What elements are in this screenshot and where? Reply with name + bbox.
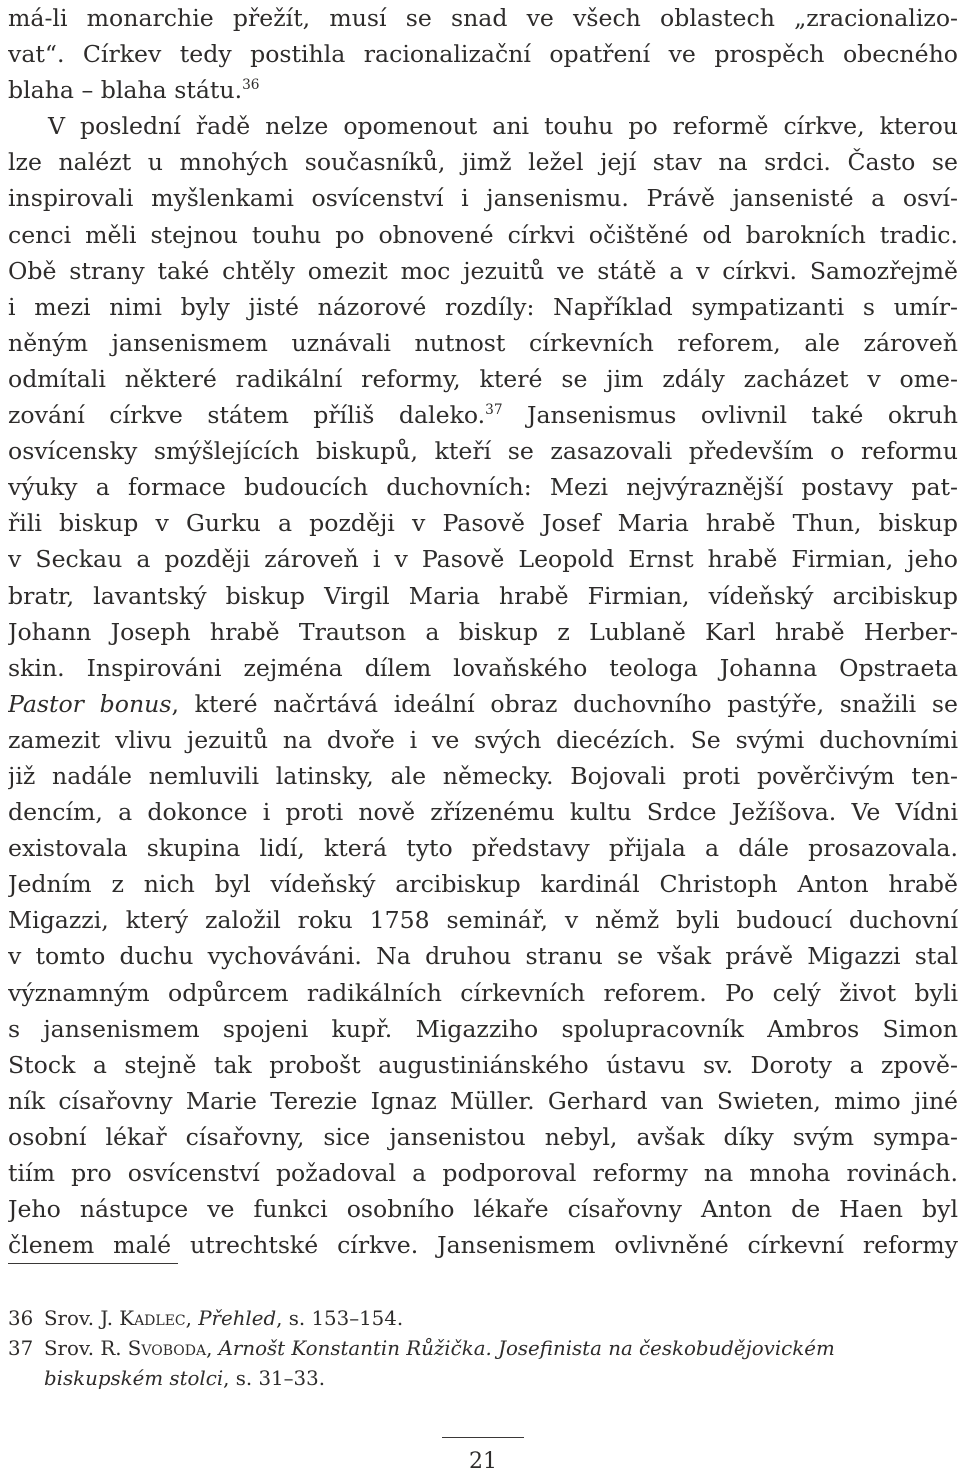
text-line xyxy=(8,1119,958,1155)
text-line xyxy=(8,614,958,650)
line-text: Migazzi, který založil roku 1758 seminář, v němž byli budoucí duchovní xyxy=(8,906,958,935)
text-line xyxy=(8,505,958,541)
line-text: osvícensky smýšlejících biskupů, kteří se zasazovali především o reformu xyxy=(8,437,958,466)
line-text: ník císařovny Marie Terezie Ignaz Müller. Gerhard van Swieten, mimo jiné xyxy=(8,1086,958,1115)
line-text: odmítali některé radikální reformy, které se jim zdály zacházet v ome- xyxy=(8,364,958,393)
text-line xyxy=(8,686,958,722)
line-text: členem malé utrechtské církve. Jansenismem ovlivněné církevní reformy xyxy=(8,1231,958,1260)
text-line xyxy=(8,758,958,794)
line-text: tiím pro osvícenství požadoval a podporoval reformy na mnoha rovinách. xyxy=(8,1159,958,1187)
footnote-separator xyxy=(8,1263,178,1264)
line-text: Jedním z nich byl vídeňský arcibiskup kardinál Christoph Anton hrabě xyxy=(8,870,958,899)
text-line xyxy=(8,180,958,216)
line-text: i mezi nimi byly jisté názorové rozdíly: Například sympatizanti s umír- xyxy=(8,292,958,321)
text-line xyxy=(8,325,958,361)
footnotes xyxy=(8,1304,958,1394)
line-text: lze nalézt u mnohých současníků, jimž ležel její stav na srdci. Často se xyxy=(8,148,958,177)
line-text: blaha – blaha státu. xyxy=(8,76,243,105)
page-number-rule xyxy=(442,1437,524,1438)
line-text: existovala skupina lidí, která tyto představy přijala a dále prosazovala. xyxy=(8,834,958,863)
text-line xyxy=(8,938,958,974)
line-text: již nadále nemluvili latinsky, ale německy. Bojovali proti pověrčivým ten- xyxy=(8,761,958,790)
text-line xyxy=(8,144,958,180)
text-line xyxy=(8,433,958,469)
line-text: v tomto duchu vychováváni. Na druhou stranu se však právě Migazzi stal xyxy=(8,942,958,971)
text-line xyxy=(8,0,958,36)
page-number: 21 xyxy=(469,1449,497,1474)
line-text-continued: Jansenismus ovlivnil také okruh xyxy=(502,401,958,430)
line-text: něným jansenismem uznávali nutnost církevních reforem, ale zároveň xyxy=(8,328,958,357)
text-line xyxy=(8,902,958,938)
italic-title: Pastor bonus xyxy=(8,689,172,718)
footnote-reference: 37 xyxy=(485,402,503,419)
line-text: s jansenismem spojeni kupř. Migazziho spolupracovník Ambros Simon xyxy=(8,1014,958,1043)
line-text: bratr, lavantský biskup Virgil Maria hrabě Firmian, vídeňský arcibiskup xyxy=(8,581,958,610)
line-text: zování církve státem příliš daleko. xyxy=(8,401,486,430)
line-text: Stock a stejně tak probošt augustiniánského ústavu sv. Doroty a zpově- xyxy=(8,1050,958,1079)
line-text: významným odpůrcem radikálních církevních reforem. Po celý život byli xyxy=(8,978,958,1007)
text-line xyxy=(8,1155,958,1191)
work-title: Arnošt Konstantin Růžička. Josefinista na českobudějovickém xyxy=(218,1337,835,1360)
footnote-text: , s. 153–154. xyxy=(276,1307,404,1330)
text-line xyxy=(8,217,958,253)
line-text-continued: , které načrtává ideální obraz duchovního pastýře, snažili se xyxy=(171,689,958,718)
text-line xyxy=(8,1047,958,1083)
text-line xyxy=(8,1191,958,1227)
line-text: zamezit vlivu jezuitů na dvoře i ve svých diecézích. Se svými duchovními xyxy=(8,725,958,754)
line-text: Johann Joseph hrabě Trautson a biskup z Lublaně Karl hrabě Herber- xyxy=(8,617,958,646)
text-line xyxy=(8,830,958,866)
line-text: vat“. Církev tedy postihla racionalizační opatření ve prospěch obecného xyxy=(8,40,958,69)
footnote-line xyxy=(44,1364,958,1394)
line-text: V poslední řadě nelze opomenout ani touhu po reformě církve, kterou xyxy=(48,112,958,141)
line-text: výuky a formace budoucích duchovních: Mezi nejvýraznější postavy pat- xyxy=(8,473,958,502)
text-line xyxy=(8,722,958,758)
line-text: osobní lékař císařovny, sice jansenistou nebyl, avšak díky svým sympa- xyxy=(8,1122,958,1151)
author-name: Svoboda xyxy=(127,1337,207,1360)
text-line xyxy=(8,469,958,505)
main-text xyxy=(8,0,958,1263)
line-text: v Seckau a později zároveň i v Pasově Leopold Ernst hrabě Firmian, jeho xyxy=(8,545,958,574)
text-line xyxy=(8,1227,958,1263)
footnote-text: , s. 31–33. xyxy=(223,1367,325,1390)
footnote-number: 36 xyxy=(8,1307,34,1330)
line-text: dencím, a dokonce i proti nově zřízenému kultu Srdce Ježíšova. Ve Vídni xyxy=(8,798,958,827)
line-text: Obě strany také chtěly omezit moc jezuitů ve státě a v církvi. Samozřejmě xyxy=(8,256,958,285)
footnote-number: 37 xyxy=(8,1337,34,1360)
author-name: Kadlec xyxy=(119,1307,186,1330)
line-text: má-li monarchie přežít, musí se snad ve všech oblastech „zracionalizo- xyxy=(8,4,958,32)
footnote-text: Srov. R. xyxy=(44,1337,128,1360)
text-line xyxy=(8,36,958,72)
text-line xyxy=(8,108,958,144)
text-line xyxy=(8,361,958,397)
footnote xyxy=(8,1334,958,1394)
line-text: řili biskup v Gurku a později v Pasově Josef Maria hrabě Thun, biskup xyxy=(8,509,958,538)
line-text: cenci měli stejnou touhu po obnovené církvi očištěné od barokních tradic. xyxy=(8,220,958,249)
work-title: biskupském stolci xyxy=(44,1367,224,1390)
text-line xyxy=(8,253,958,289)
line-text: inspirovali myšlenkami osvícenství i jansenismu. Právě jansenisté a osví- xyxy=(8,184,958,213)
line-text: Jeho nástupce ve funkci osobního lékaře císařovny Anton de Haen byl xyxy=(8,1195,958,1224)
work-title: Přehled xyxy=(198,1307,277,1330)
text-line xyxy=(8,541,958,577)
text-line xyxy=(8,397,958,433)
footnote-line xyxy=(44,1304,958,1334)
text-line xyxy=(8,289,958,325)
text-line xyxy=(8,866,958,902)
footnote-text: , xyxy=(185,1307,199,1330)
footnote-reference: 36 xyxy=(242,77,260,94)
footnote-line xyxy=(44,1334,958,1364)
line-text: skin. Inspirováni zejména dílem lovaňského teologa Johanna Opstraeta xyxy=(8,653,958,682)
text-line xyxy=(8,578,958,614)
text-line xyxy=(8,1083,958,1119)
text-line xyxy=(8,650,958,686)
text-line xyxy=(8,975,958,1011)
text-line xyxy=(8,72,958,108)
footnote-text: Srov. J. xyxy=(44,1307,120,1330)
text-line xyxy=(8,794,958,830)
text-line xyxy=(8,1011,958,1047)
footnote-text: , xyxy=(206,1337,219,1360)
footnote xyxy=(8,1304,958,1334)
